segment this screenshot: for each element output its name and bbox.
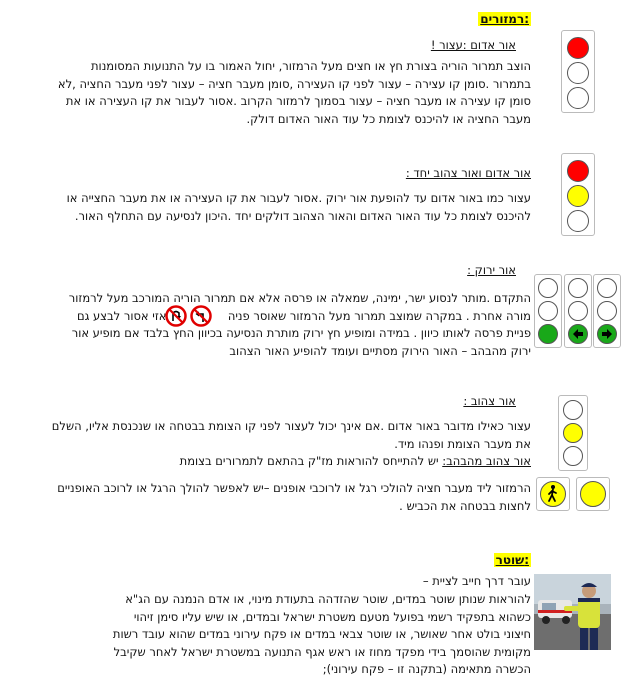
- traffic-light-green-right-arrow-icon: [593, 274, 621, 348]
- traffic-light-red-yellow-icon: [561, 153, 595, 236]
- police-text: להוראות שנותן שוטר במדים, שוטר שהזדהה בתעודת מינוי, או אדם הנמנה עם הג"א כשהוא בתפקיד רשמי בפועל מטעם משטרת ישראל ובמדים, או שיש עליו סימן זיהוי חיצוני בולט אחר שאושר, או שוטר צבאי במדים או פקח עירוני במדים שהוא עובד רשות מקומית שהוסמך בידי מפקד מחוז או ראש אגף התנועה במשטרת ישראל לאחר שקיבל הכשרה מתאימה (בתקנה זו – פקח עירוני);: [112, 592, 531, 676]
- pedestrian-signal-yellow-icon: [576, 477, 610, 511]
- pedestrian-text: הרמזור ליד מעבר חציה להולכי רגל או לרוכבי אופנים –יש לאפשר להולך הרגל או לרוכב האופניים לחצות בבטחה את הכביש .: [57, 481, 531, 513]
- red-light-title: אור אדום :עצור !: [430, 38, 516, 52]
- flashing-yellow-label: אור צהוב מהבהב:: [442, 454, 531, 468]
- green-light-title: אור ירוק :: [467, 263, 516, 277]
- traffic-light-green-left-arrow-icon: [564, 274, 592, 348]
- traffic-light-red-icon: [561, 30, 595, 113]
- yellow-light-text: עצור כאילו מדובר באור אדום .אם אינך יכול לעצור לפני קו הצומת בבטחה או שנכנסת אליו, השלם את מעבר הצומת ופנהו מיד. אור צהוב מהבהב: יש להתייחס להוראות מז"ק בהתאם לתמרורים בצומת: [51, 419, 531, 468]
- green-light-text: התקדם .מותר לנסוע ישר, ימינה, שמאלה או פרסה אלא אם תמרור הוריה המורכב מעל לרמזור מורה אחרת . במקרה שמוצב תמרור מעל הרמזור שאוסר פניה אזי אסור לבצע גם פניית פרסה לאותו כיוון . במידה ומופיע חץ ירוק מותרת הנסיעה בכיוון החץ בלבד אם מופיע אור ירוק מהבהב – האור הירוק מסתיים ועומד להופיע האור הצהוב: [68, 291, 531, 358]
- no-left-turn-sign-icon: [190, 305, 212, 327]
- red-light-text: הוצב תמרור הוריה בצורת חץ או חצים מעל הרמזור, יחול האמור בו על התנועות המסומנות בתמרור .סומן קו עצירה – עצור לפני קו העצירה ,סומן מעבר חציה – עצור לפני מעבר החציה ,לא סומן קו עצירה או מעבר חציה – עצור בסמוך לרמזור הקרוב .אסור לעבור את קו העצירה או את מעבר החציה או להיכנס לצומת כל עוד האור האדום דולק.: [57, 59, 531, 126]
- police-intro: עובר דרך חייב לציית –: [422, 574, 531, 588]
- pedestrian-signal-icon: [536, 477, 570, 511]
- red-yellow-text: עצור כמו באור אדום עד להופעת אור ירוק .אסור לעבור את קו העצירה או את מעבר החצייה או להיכנס לצומת כל עוד האור האדום והאור הצהוב דולקים יחד .היכון לנסיעה עם התחלף האור.: [66, 191, 531, 223]
- no-u-turn-sign-icon: [165, 305, 187, 327]
- yellow-light-title: אור צהוב :: [463, 394, 516, 408]
- traffic-light-green-icon: [534, 274, 562, 348]
- red-yellow-title: אור אדום ואור צהוב יחד :: [405, 166, 531, 180]
- traffic-lights-heading: רמזורים:: [480, 12, 529, 26]
- police-officer-photo: [534, 574, 611, 650]
- police-heading: שוטר:: [495, 553, 529, 567]
- traffic-light-yellow-icon: [558, 395, 588, 471]
